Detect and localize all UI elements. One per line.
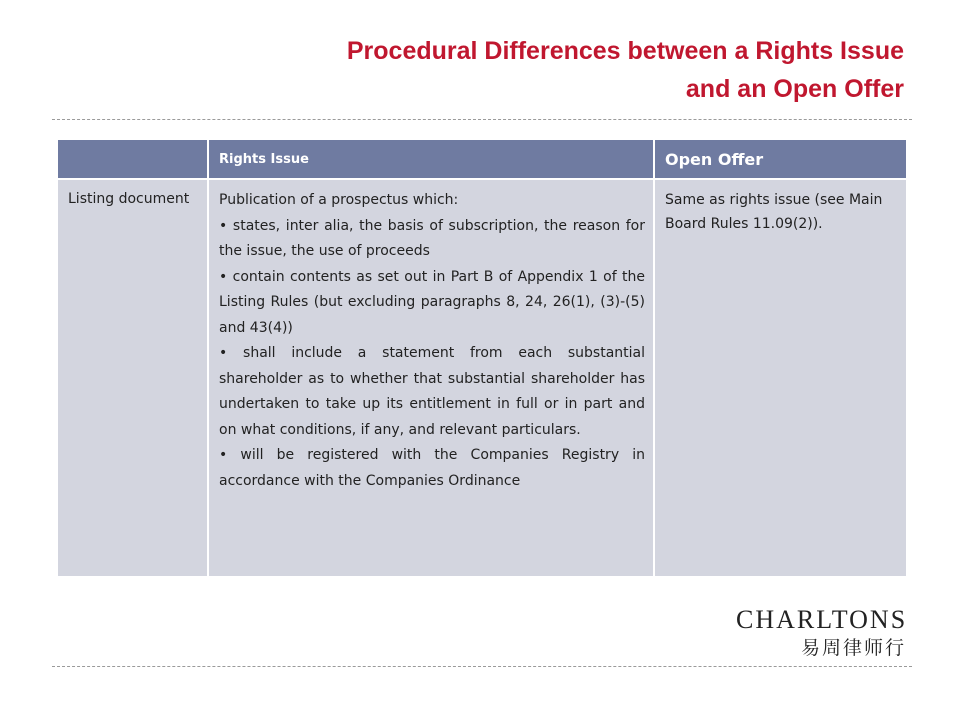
open-offer-cell: Same as rights issue (see Main Board Rules 11.09(2)). bbox=[654, 179, 907, 577]
table-row bbox=[57, 179, 907, 577]
rights-bullet-1: • states, inter alia, the basis of subscription, the reason for the issue, the use of proceeds bbox=[219, 217, 645, 259]
table-header-row bbox=[57, 139, 907, 179]
title-line-2: and an Open Offer bbox=[685, 75, 904, 103]
rights-intro: Publication of a prospectus which: bbox=[219, 192, 459, 208]
rights-issue-cell bbox=[208, 179, 654, 577]
header-open-offer: Open Offer bbox=[654, 139, 907, 179]
header-rights-issue: Rights Issue bbox=[208, 139, 654, 179]
rights-bullet-3: • shall include a statement from each substantial shareholder as to whether that substantial shareholder has undertaken to take up its entitlement in full or in part and on what conditions, if any, and relevant particulars. bbox=[219, 345, 645, 438]
comparison-table bbox=[56, 138, 908, 578]
logo-english: CHARLTONS bbox=[736, 605, 908, 634]
slide-title bbox=[84, 32, 904, 108]
top-divider bbox=[52, 119, 912, 120]
title-line-1: Procedural Differences between a Rights Issue bbox=[346, 37, 904, 65]
row-label: Listing document bbox=[57, 179, 208, 577]
header-empty bbox=[57, 139, 208, 179]
rights-bullet-4: • will be registered with the Companies Registry in accordance with the Companies Ordinance bbox=[219, 447, 645, 489]
bottom-divider bbox=[52, 666, 912, 667]
rights-bullet-2: • contain contents as set out in Part B of Appendix 1 of the Listing Rules (but excluding paragraphs 8, 24, 26(1), (3)-(5) and 43(4)) bbox=[219, 268, 645, 336]
logo-chinese: 易周律师行 bbox=[800, 637, 906, 659]
charltons-logo bbox=[736, 606, 906, 660]
